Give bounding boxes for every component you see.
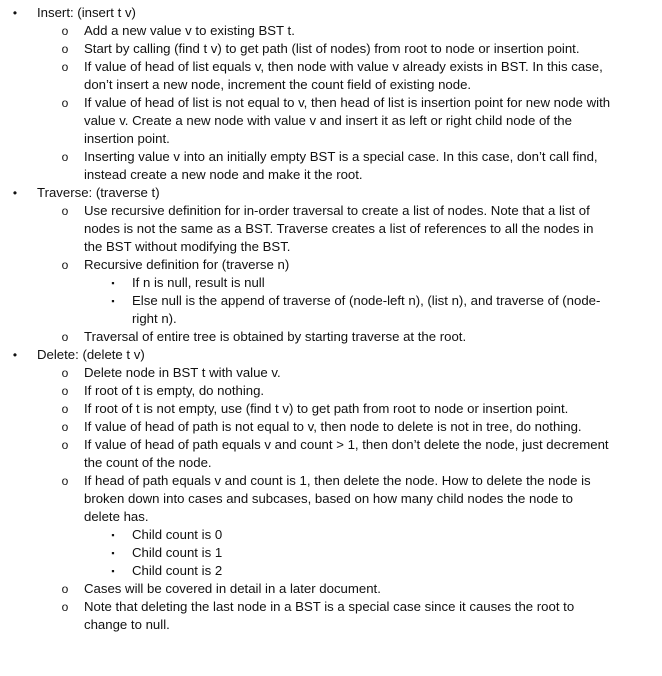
list-item-text: Traversal of entire tree is obtained by starting traverse at the root. bbox=[84, 329, 467, 344]
section-traverse-heading bbox=[0, 184, 627, 202]
list-item bbox=[0, 400, 612, 418]
list-item-text: Add a new value v to existing BST t. bbox=[84, 23, 295, 38]
list-item-text: If head of path equals v and count is 1, then delete the node. How to delete the node is broken down into cases and subcases, based on how many child nodes the node to delete has. bbox=[84, 473, 591, 524]
list-item bbox=[0, 94, 612, 148]
bullet-square-icon: ▪ bbox=[111, 530, 115, 540]
list-item bbox=[0, 202, 612, 256]
sub-list-item-text: Else null is the append of traverse of (node-left n), (list n), and traverse of (node-right n). bbox=[132, 293, 601, 326]
list-item-text: Cases will be covered in detail in a later document. bbox=[84, 581, 381, 596]
list-item bbox=[0, 22, 612, 40]
section-heading: Traverse: (traverse t) bbox=[37, 185, 160, 200]
list-item bbox=[0, 328, 612, 346]
bullet-circle-icon: o bbox=[61, 474, 69, 488]
bullet-square-icon: ▪ bbox=[111, 296, 115, 306]
bullet-circle-icon: o bbox=[61, 384, 69, 398]
sub-list-item-text: Child count is 0 bbox=[132, 527, 223, 542]
bullet-circle-icon: o bbox=[61, 24, 69, 38]
list-item bbox=[0, 40, 612, 58]
list-item bbox=[0, 58, 612, 94]
section-insert-heading bbox=[0, 4, 627, 22]
bullet-circle-icon: o bbox=[61, 258, 69, 272]
bullet-circle-icon: o bbox=[61, 366, 69, 380]
sub-list-item bbox=[0, 526, 612, 544]
list-item bbox=[0, 580, 612, 598]
list-item-text: Note that deleting the last node in a BST is a special case since it causes the root to change to null. bbox=[84, 599, 575, 632]
list-item-text: If value of head of path equals v and count > 1, then don’t delete the node, just decrement the count of the node. bbox=[84, 437, 609, 470]
bullet-circle-icon: o bbox=[61, 42, 69, 56]
bullet-square-icon: ▪ bbox=[111, 278, 115, 288]
bullet-circle-icon: o bbox=[61, 330, 69, 344]
bullet-circle-icon: o bbox=[61, 60, 69, 74]
bullet-dot-icon: • bbox=[12, 6, 18, 20]
section-heading: Delete: (delete t v) bbox=[37, 347, 145, 362]
bullet-circle-icon: o bbox=[61, 420, 69, 434]
list-item-text: Inserting value v into an initially empty BST is a special case. In this case, don’t call find, instead create a new node and make it the root. bbox=[84, 149, 598, 182]
sub-list-item-text: Child count is 2 bbox=[132, 563, 223, 578]
sub-list-item-text: If n is null, result is null bbox=[132, 275, 265, 290]
list-item-text: Start by calling (find t v) to get path (list of nodes) from root to node or insertion point. bbox=[84, 41, 580, 56]
list-item bbox=[0, 418, 612, 436]
bullet-circle-icon: o bbox=[61, 96, 69, 110]
list-item-text: If root of t is empty, do nothing. bbox=[84, 383, 265, 398]
list-item bbox=[0, 364, 612, 382]
list-item-text: If value of head of list is not equal to v, then head of list is insertion point for new node with value v. Create a new node with value v and insert it as left or right child node of the insertion point. bbox=[84, 95, 611, 146]
list-item-text: If value of head of list equals v, then node with value v already exists in BST. In this case, don’t insert a new node, increment the count field of existing node. bbox=[84, 59, 603, 92]
bullet-square-icon: ▪ bbox=[111, 548, 115, 558]
section-delete-heading bbox=[0, 346, 627, 364]
bullet-circle-icon: o bbox=[61, 438, 69, 452]
bullet-dot-icon: • bbox=[12, 186, 18, 200]
bullet-square-icon: ▪ bbox=[111, 566, 115, 576]
list-item-text: Use recursive definition for in-order traversal to create a list of nodes. Note that a list of nodes is not the same as a BST. Traverse creates a list of references to all the nodes in the BST without modifying the BST. bbox=[84, 203, 594, 254]
bullet-circle-icon: o bbox=[61, 204, 69, 218]
sub-list-item bbox=[0, 292, 612, 328]
list-item bbox=[0, 382, 612, 400]
sub-list-item bbox=[0, 274, 612, 292]
list-item bbox=[0, 472, 612, 526]
sub-list-item bbox=[0, 562, 612, 580]
bullet-dot-icon: • bbox=[12, 348, 18, 362]
bullet-circle-icon: o bbox=[61, 582, 69, 596]
list-item bbox=[0, 148, 612, 184]
list-item bbox=[0, 598, 612, 634]
list-item-text: Delete node in BST t with value v. bbox=[84, 365, 281, 380]
bullet-circle-icon: o bbox=[61, 402, 69, 416]
section-heading: Insert: (insert t v) bbox=[37, 5, 136, 20]
sub-list-item-text: Child count is 1 bbox=[132, 545, 223, 560]
list-item-text: If value of head of path is not equal to v, then node to delete is not in tree, do nothing. bbox=[84, 419, 582, 434]
list-item-text: Recursive definition for (traverse n) bbox=[84, 257, 290, 272]
bullet-circle-icon: o bbox=[61, 150, 69, 164]
list-item-text: If root of t is not empty, use (find t v) to get path from root to node or insertion point. bbox=[84, 401, 569, 416]
sub-list-item bbox=[0, 544, 612, 562]
list-item bbox=[0, 436, 612, 472]
bullet-circle-icon: o bbox=[61, 600, 69, 614]
list-item bbox=[0, 256, 612, 274]
